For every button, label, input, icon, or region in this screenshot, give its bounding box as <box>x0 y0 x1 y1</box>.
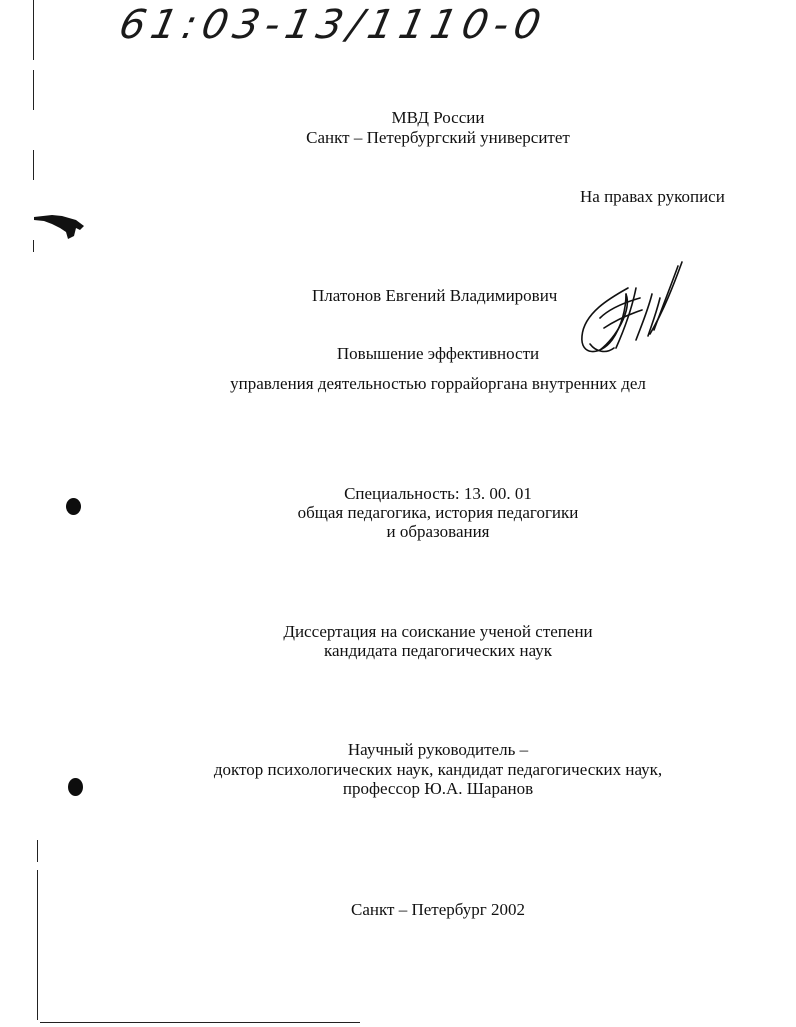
scan-edge-line <box>37 870 38 1020</box>
scan-edge-line <box>33 70 34 110</box>
scan-edge-line <box>33 0 34 60</box>
author-name: Платонов Евгений Владимирович <box>312 286 558 305</box>
dissertation-line-1: Диссертация на соискание ученой степени <box>283 622 593 641</box>
punch-hole-mark <box>66 498 81 515</box>
specialty-name-line-2: и образования <box>386 522 490 541</box>
specialty-code: Специальность: 13. 00. 01 <box>344 484 532 503</box>
thesis-title-line-1: Повышение эффективности <box>336 344 540 363</box>
supervisor-label: Научный руководитель – <box>347 740 529 759</box>
specialty-name-line-1: общая педагогика, история педагогики <box>297 503 579 522</box>
archive-number: 61:03-13/1110-0 <box>115 2 551 48</box>
binder-clip-mark <box>32 208 88 242</box>
dissertation-line-2: кандидата педагогических наук <box>323 641 553 660</box>
supervisor-name: профессор Ю.А. Шаранов <box>342 779 534 798</box>
scan-edge-line <box>33 150 34 180</box>
scan-bottom-line <box>40 1022 360 1023</box>
university-name: Санкт – Петербургский университет <box>306 128 570 147</box>
thesis-title-line-2: управления деятельностью горрайоргана внутренних дел <box>230 374 646 393</box>
scan-edge-line <box>37 840 38 862</box>
punch-hole-mark <box>68 778 83 796</box>
ministry-name: МВД России <box>391 108 485 127</box>
city-year: Санкт – Петербург 2002 <box>351 900 525 919</box>
manuscript-note: На правах рукописи <box>580 187 725 206</box>
supervisor-degrees: доктор психологических наук, кандидат педагогических наук, <box>213 760 663 779</box>
